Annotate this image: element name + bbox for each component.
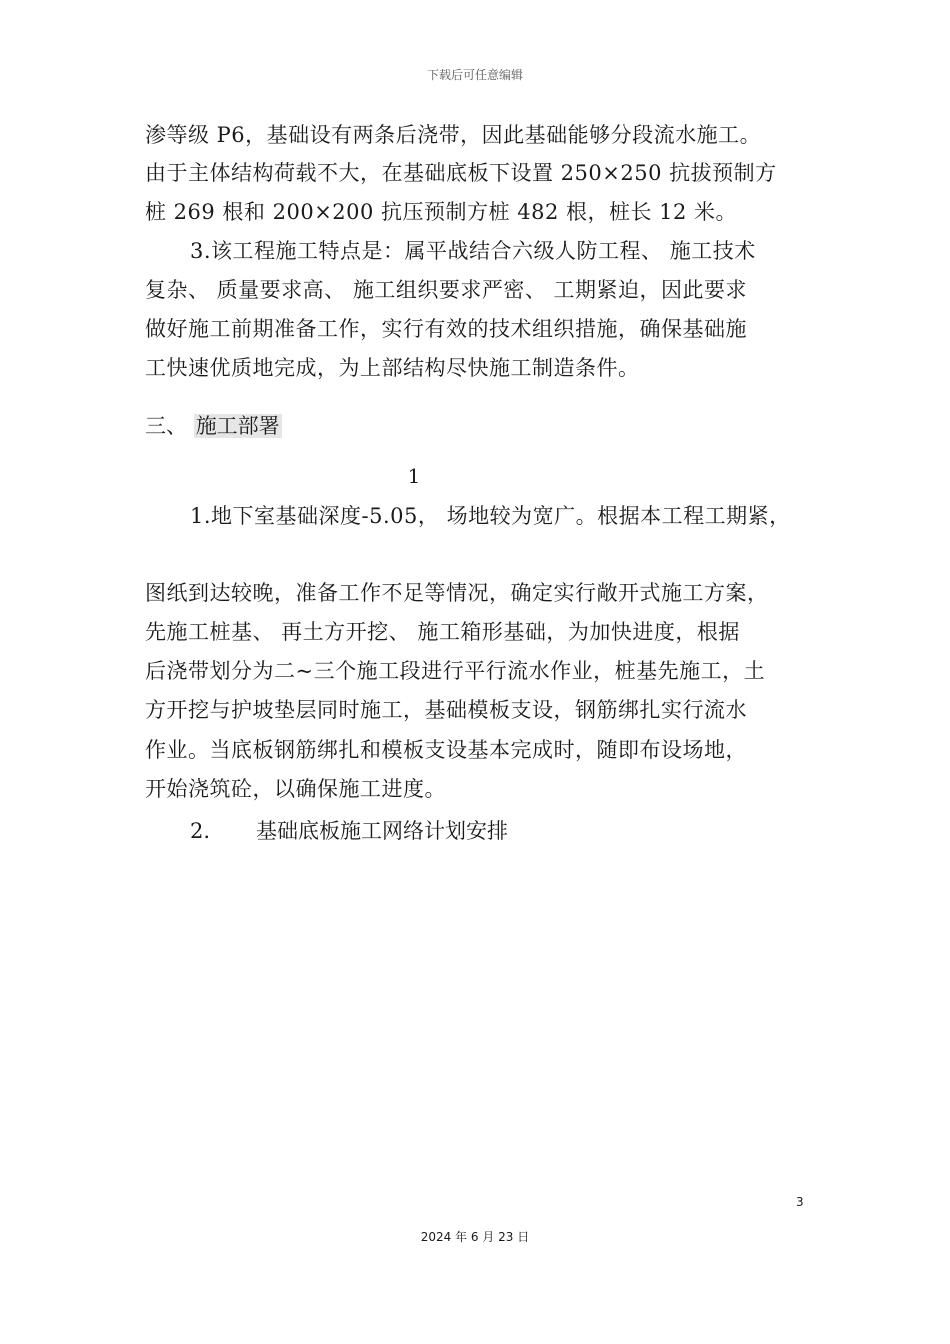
paragraph-line: 渗等级 P6，基础设有两条后浇带，因此基础能够分段流水施工。: [145, 123, 762, 147]
page-header: 下载后可任意编辑: [426, 68, 523, 82]
list-item: [190, 815, 508, 845]
paragraph-line: 由于主体结构荷载不大，在基础底板下设置 250×250 抗拔预制方: [145, 161, 777, 185]
page-footer-date: 2024 年 6 月 23 日: [420, 1230, 530, 1244]
paragraph-line: 后浇带划分为二~三个施工段进行平行流水作业，桩基先施工，土: [145, 659, 766, 683]
list-item-text: 基础底板施工网络计划安排: [256, 819, 509, 843]
paragraph-line: 1.地下室基础深度-5.05， 场地较为宽广。根据本工程工期紧，: [190, 504, 791, 528]
page-number: 3: [796, 1195, 804, 1209]
section-number: 三、: [145, 414, 187, 438]
inline-number: 1: [407, 464, 421, 488]
paragraph-line: 工快速优质地完成，为上部结构尽快施工制造条件。: [145, 356, 640, 380]
paragraph-line: 桩 269 根和 200×200 抗压预制方桩 482 根，桩长 12 米。: [145, 200, 738, 224]
paragraph-line: 开始浇筑砼，以确保施工进度。: [145, 777, 446, 801]
paragraph-line: 图纸到达较晚，准备工作不足等情况，确定实行敞开式施工方案，: [145, 581, 769, 605]
paragraph-line: 复杂、 质量要求高、 施工组织要求严密、 工期紧迫，因此要求: [145, 278, 748, 302]
paragraph-line: 方开挖与护坡垫层同时施工，基础模板支设，钢筋绑扎实行流水: [145, 698, 747, 722]
list-item-number: 2.: [190, 819, 211, 843]
paragraph-line: 先施工桩基、 再土方开挖、 施工箱形基础，为加快进度，根据: [145, 620, 740, 644]
section-heading: [145, 410, 282, 440]
paragraph-line: 3.该工程施工特点是：属平战结合六级人防工程、 施工技术: [190, 239, 756, 263]
paragraph-line: 做好施工前期准备工作，实行有效的技术组织措施，确保基础施: [145, 317, 747, 341]
section-title: 施工部署: [195, 414, 280, 438]
paragraph-line: 作业。当底板钢筋绑扎和模板支设基本完成时，随即布设场地，: [145, 738, 747, 762]
